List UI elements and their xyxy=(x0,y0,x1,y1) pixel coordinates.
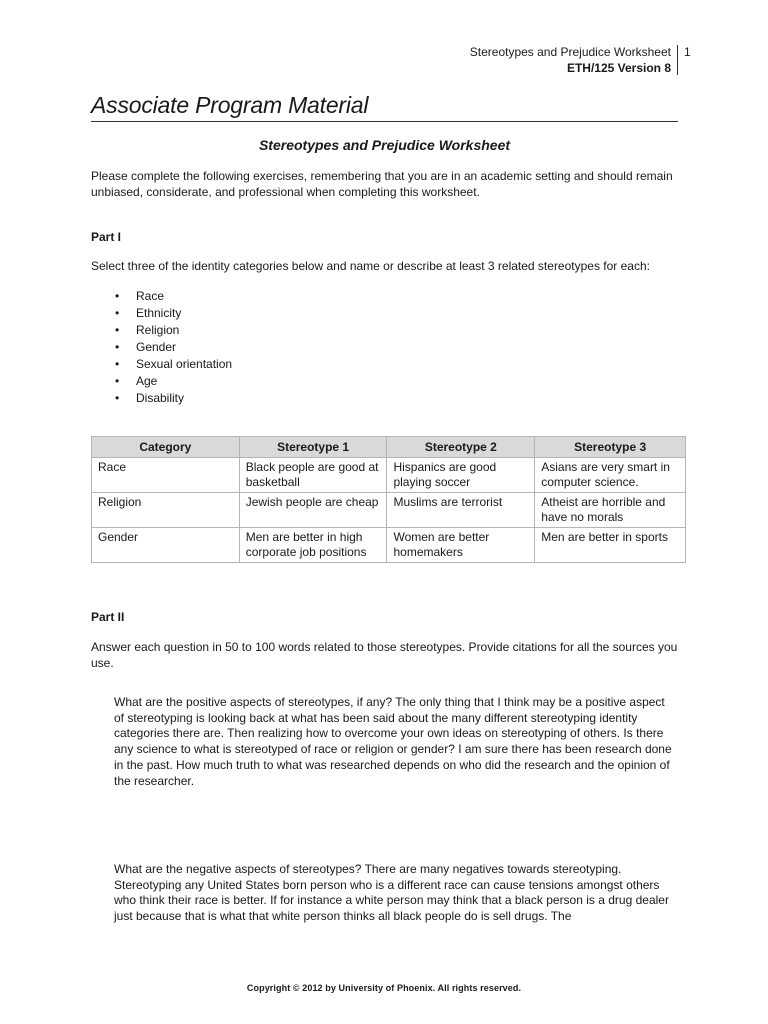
header-title: Stereotypes and Prejudice Worksheet xyxy=(469,45,671,59)
table-header-row xyxy=(92,437,686,458)
column-header: Stereotype 3 xyxy=(535,437,686,458)
page-number: 1 xyxy=(684,45,691,59)
table-row xyxy=(92,493,686,528)
table-cell: Hispanics are good playing soccer xyxy=(387,458,535,493)
list-item: • Gender xyxy=(115,340,177,354)
list-item: • Sexual orientation xyxy=(115,357,233,371)
title-rule xyxy=(91,121,678,122)
bullet-icon: • xyxy=(115,323,120,337)
bullet-icon: • xyxy=(115,289,120,303)
table-cell: Atheist are horrible and have no morals xyxy=(535,493,686,528)
list-item: • Age xyxy=(115,374,158,388)
table-cell: Men are better in high corporate job positions xyxy=(239,528,387,563)
table-cell: Women are better homemakers xyxy=(387,528,535,563)
column-header: Category xyxy=(92,437,240,458)
list-item: • Ethnicity xyxy=(115,306,182,320)
table-cell: Gender xyxy=(92,528,240,563)
program-title: Associate Program Material xyxy=(91,92,369,118)
bullet-icon: • xyxy=(115,374,120,388)
table-row xyxy=(92,528,686,563)
stereotype-table xyxy=(91,436,686,563)
table-row xyxy=(92,458,686,493)
list-item: • Race xyxy=(115,289,165,303)
bullet-icon: • xyxy=(115,340,120,354)
intro-paragraph: Please complete the following exercises, remembering that you are in an academic setting and should remain unbiased, considerate, and professional when completing this worksheet. xyxy=(91,169,673,199)
part2-heading: Part II xyxy=(91,610,125,624)
identity-category-list xyxy=(91,288,232,407)
header-divider xyxy=(677,45,678,75)
worksheet-title: Stereotypes and Prejudice Worksheet xyxy=(258,137,511,153)
bullet-icon: • xyxy=(115,391,120,405)
table-cell: Muslims are terrorist xyxy=(387,493,535,528)
answer-positive-aspects: What are the positive aspects of stereotypes, if any? The only thing that I think may be a positive aspect of stereotyping is looking back at what has been said about the many different stereotyping identity categories there are. Then realizing how to overcome your own ideas on stereotyping of others. Is there any science to what is stereotyped of race or religion or gender? I am sure there has been research done in the past. How much truth to what was researched depends on who did the research and the opinion of the researcher. xyxy=(114,695,672,788)
column-header: Stereotype 1 xyxy=(239,437,387,458)
list-item: • Religion xyxy=(115,323,180,337)
table-cell: Men are better in sports xyxy=(535,528,686,563)
table-cell: Religion xyxy=(92,493,240,528)
answer-negative-aspects: What are the negative aspects of stereotypes? There are many negatives towards stereotyping. Stereotyping any United States born person who is a different race can cause tensions amongst others who think their race is better. If for instance a white person may think that a black person is a drug dealer just because that is what that white person thinks all black people do is sell drugs. The xyxy=(114,862,669,924)
table-cell: Race xyxy=(92,458,240,493)
part1-instruction: Select three of the identity categories below and name or describe at least 3 related stereotypes for each: xyxy=(91,259,650,273)
copyright-footer: Copyright © 2012 by University of Phoenix. All rights reserved. xyxy=(246,983,522,993)
header-course-version: ETH/125 Version 8 xyxy=(566,61,671,75)
table-cell: Asians are very smart in computer science. xyxy=(535,458,686,493)
table-cell: Black people are good at basketball xyxy=(239,458,387,493)
table-cell: Jewish people are cheap xyxy=(239,493,387,528)
running-header xyxy=(470,44,671,76)
bullet-icon: • xyxy=(115,306,120,320)
column-header: Stereotype 2 xyxy=(387,437,535,458)
bullet-icon: • xyxy=(115,357,120,371)
list-item: • Disability xyxy=(115,391,185,405)
part1-heading: Part I xyxy=(91,230,122,244)
part2-instruction: Answer each question in 50 to 100 words related to those stereotypes. Provide citations for all the sources you use. xyxy=(91,640,678,670)
